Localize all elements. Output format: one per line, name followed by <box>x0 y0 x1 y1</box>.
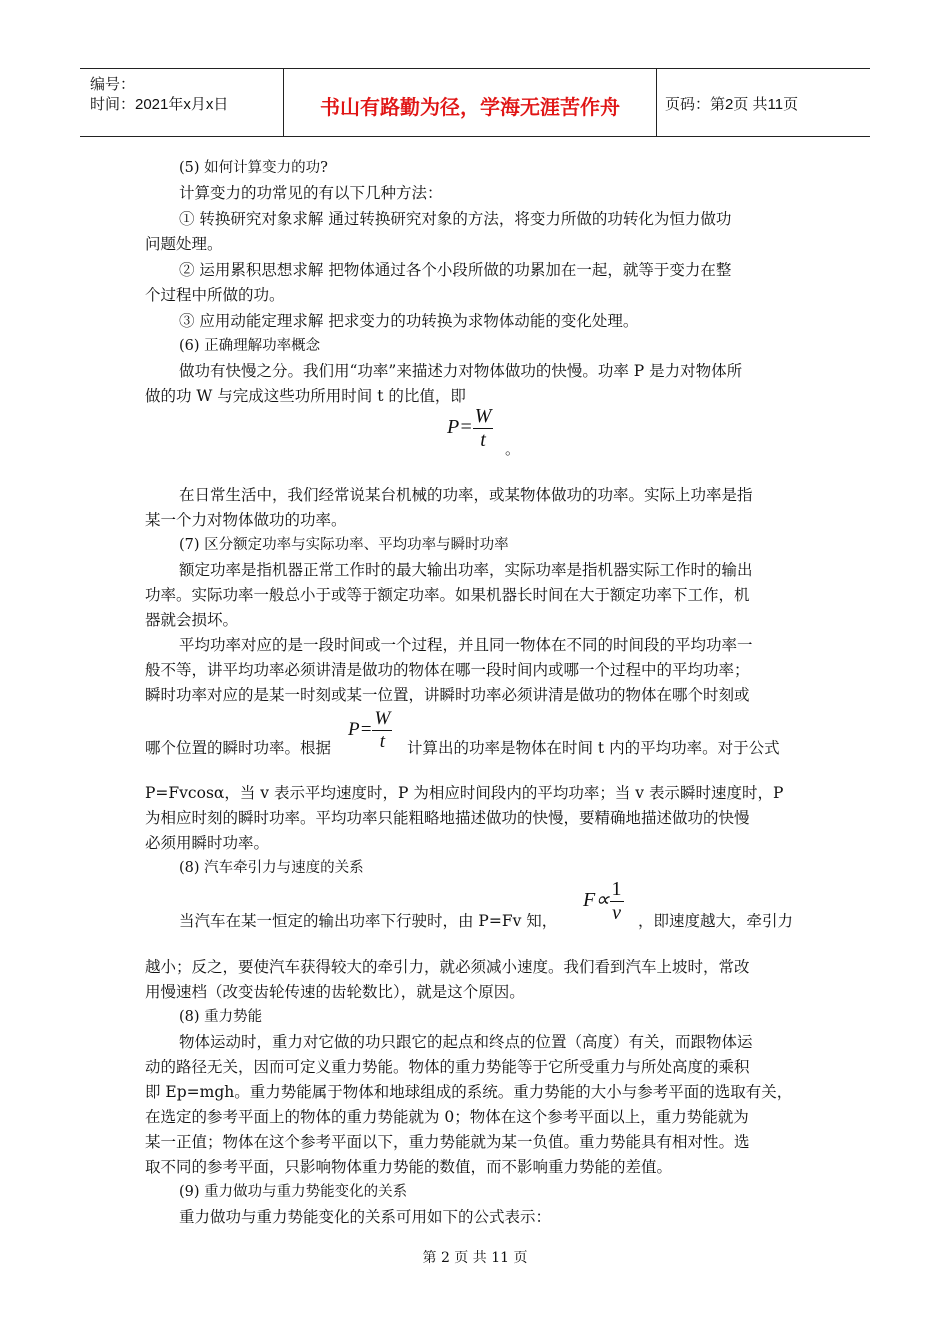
header-page-label: 页码：第2页 共11页 <box>665 96 799 113</box>
formula-numerator: W <box>374 708 391 729</box>
method-2-line-2: 个过程中所做的功。 <box>145 286 285 304</box>
section-6-para-1-line-1: 做功有快慢之分。我们用“功率”来描述力对物体做功的快慢。功率 P 是力对物体所 <box>179 362 743 380</box>
formula-lhs: P= <box>348 718 373 740</box>
section-7-title: (7) 区分额定功率与实际功率、平均功率与瞬时功率 <box>179 537 509 553</box>
section-6-para-2-line-2: 某一个力对物体做功的功率。 <box>145 511 347 529</box>
formula-denominator: v <box>612 902 621 924</box>
method-2-line-1: ② 运用累积思想求解 把物体通过各个小段所做的功累加在一起，就等于变力在整 <box>179 261 732 279</box>
section-8-para-line-2: 越小；反之，要使汽车获得较大的牵引力，就必须减小速度。我们看到汽车上坡时，常改 <box>145 958 750 976</box>
section-6-para-1-line-2: 做的功 W 与完成这些功所用时间 t 的比值，即 <box>145 387 466 405</box>
doc-date-label: 时间：2021年x月x日 <box>90 96 229 113</box>
section-6-title: (6) 正确理解功率概念 <box>179 338 321 354</box>
section-7-para-2-line-2: 般不等，讲平均功率必须讲清是做功的物体在哪一段时间内或哪一个过程中的平均功率； <box>145 661 750 679</box>
formula-numerator: 1 <box>611 878 622 900</box>
method-1-line-2: 问题处理。 <box>145 235 223 253</box>
section-9-para-line-1: 重力做功与重力势能变化的关系可用如下的公式表示： <box>179 1208 552 1226</box>
page-footer: 第 2 页 共 11 页 <box>422 1250 528 1266</box>
method-1-line-1: ① 转换研究对象求解 通过转换研究对象的方法，将变力所做的功转化为恒力做功 <box>179 210 732 228</box>
section-7-para-1-line-3: 器就会损坏。 <box>145 611 239 629</box>
power-formula-inline <box>348 708 392 753</box>
section-8b-para-line-1: 物体运动时，重力对它做的功只跟它的起点和终点的位置（高度）有关，而跟物体运 <box>179 1033 753 1051</box>
section-5-title: (5) 如何计算变力的功? <box>179 160 328 176</box>
section-7-para-1-line-2: 功率。实际功率一般总小于或等于额定功率。如果机器长时间在大于额定功率下工作，机 <box>145 586 750 604</box>
section-7-para-3-line-3: 必须用瞬时功率。 <box>145 834 270 852</box>
section-7-para-2-line-4-end: 计算出的功率是物体在时间 t 内的平均功率。对于公式 <box>407 739 780 757</box>
section-7-para-2-line-3: 瞬时功率对应的是某一时刻或某一位置，讲瞬时功率必须讲清是做功的物体在哪个时刻或 <box>145 686 750 704</box>
header-motto: 书山有路勤为径，学海无涯苦作舟 <box>320 95 620 119</box>
formula-denominator: t <box>480 429 486 451</box>
section-8b-title: (8) 重力势能 <box>179 1009 263 1025</box>
section-8b-para-line-2: 动的路径无关，因而可定义重力势能。物体的重力势能等于它所受重力与所处高度的乘积 <box>145 1058 750 1076</box>
formula-fraction <box>372 708 392 753</box>
section-8-title: (8) 汽车牵引力与速度的关系 <box>179 860 364 876</box>
doc-number-label: 编号： <box>90 76 136 93</box>
section-7-para-2-line-1: 平均功率对应的是一段时间或一个过程，并且同一物体在不同的时间段的平均功率一 <box>179 636 753 654</box>
power-formula <box>447 405 493 452</box>
section-8-para-line-1-end: ，即速度越大，牵引力 <box>638 912 794 930</box>
formula-numerator: W <box>474 405 492 427</box>
header-left-cell <box>80 69 284 136</box>
proportion-formula <box>583 878 624 925</box>
section-8-para-line-3: 用慢速档（改变齿轮传速的齿轮数比），就是这个原因。 <box>145 983 525 1001</box>
section-8b-para-line-3: 即 Ep=mgh。重力势能属于物体和地球组成的系统。重力势能的大小与参考平面的选取有关， <box>145 1083 793 1101</box>
section-7-para-2-line-4-start: 哪个位置的瞬时功率。根据 <box>145 739 332 757</box>
section-7-para-3-line-2: 为相应时刻的瞬时功率。平均功率只能粗略地描述做功的快慢，要精确地描述做功的快慢 <box>145 809 750 827</box>
formula-period: 。 <box>505 440 521 458</box>
section-8b-para-line-5: 某一正值；物体在这个参考平面以下，重力势能就为某一负值。重力势能具有相对性。选 <box>145 1133 750 1151</box>
section-7-para-1-line-1: 额定功率是指机器正常工作时的最大输出功率，实际功率是指机器实际工作时的输出 <box>179 561 753 579</box>
section-6-para-2-line-1: 在日常生活中，我们经常说某台机械的功率，或某物体做功的功率。实际上功率是指 <box>179 486 753 504</box>
method-3-line: ③ 应用动能定理求解 把求变力的功转换为求物体动能的变化处理。 <box>179 312 639 330</box>
formula-lhs: F∝ <box>583 889 610 912</box>
section-5-intro: 计算变力的功常见的有以下几种方法： <box>179 184 443 202</box>
section-8-para-line-1-start: 当汽车在某一恒定的输出功率下行驶时，由 P=Fv 知， <box>179 912 558 930</box>
section-9-title: (9) 重力做功与重力势能变化的关系 <box>179 1184 408 1200</box>
section-7-para-3-line-1: P=Fvcosα，当 v 表示平均速度时，P 为相应时间段内的平均功率；当 v 表示瞬时速度时，P <box>145 784 784 802</box>
formula-fraction <box>473 405 494 452</box>
page-header <box>80 68 870 137</box>
section-8b-para-line-6: 取不同的参考平面，只影响物体重力势能的数值，而不影响重力势能的差值。 <box>145 1158 673 1176</box>
formula-fraction <box>610 878 624 925</box>
section-8b-para-line-4: 在选定的参考平面上的物体的重力势能就为 0；物体在这个参考平面以上，重力势能就为 <box>145 1108 749 1126</box>
header-right-cell <box>656 69 871 136</box>
formula-denominator: t <box>379 731 385 752</box>
formula-lhs: P= <box>447 416 473 439</box>
